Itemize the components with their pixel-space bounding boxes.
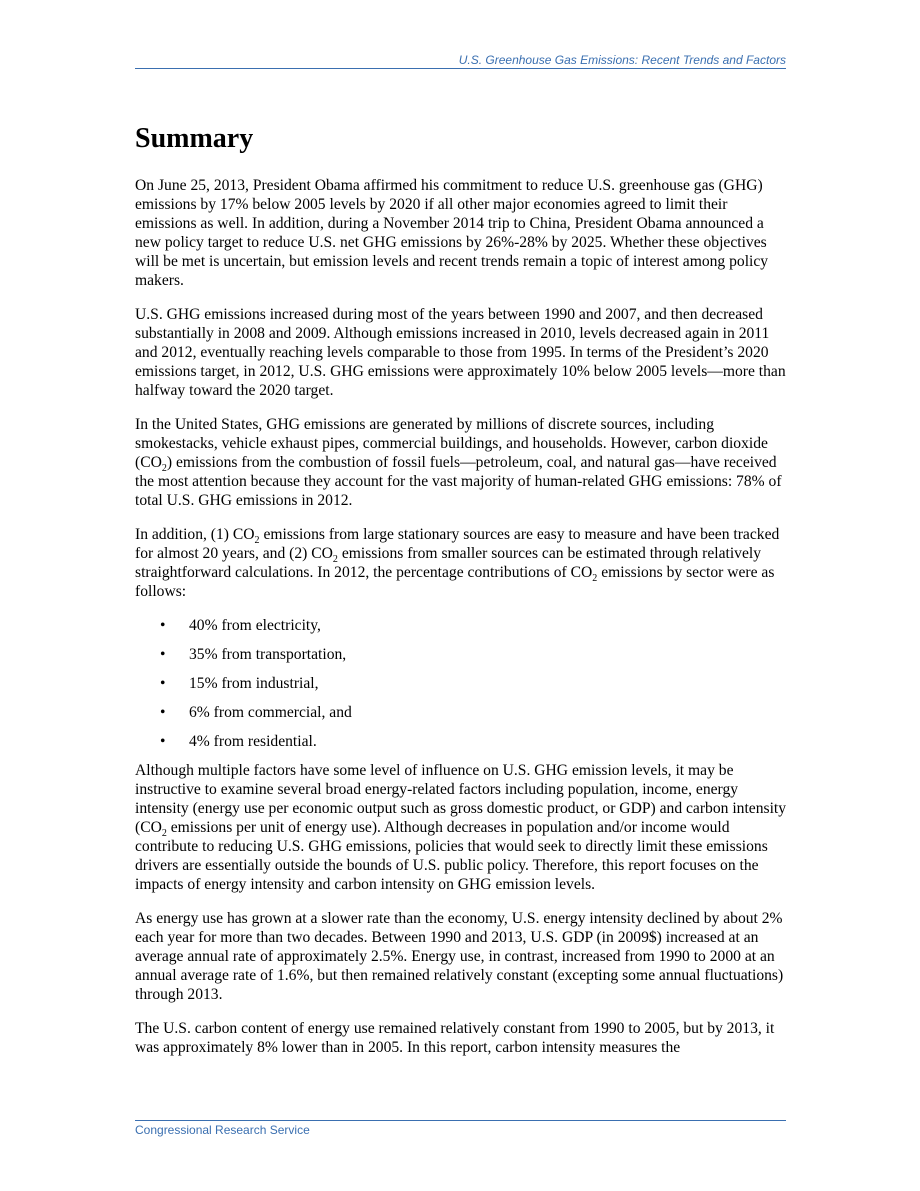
sector-bullet-list (135, 616, 787, 751)
bullet-item: • 15% from industrial, (135, 674, 787, 693)
paragraph-7: The U.S. carbon content of energy use remained relatively constant from 1990 to 2005, but by 2013, it was approximately 8% lower than in 2005. In this report, carbon intensity measures the (135, 1020, 775, 1056)
footer-publisher: Congressional Research Service (135, 1123, 310, 1137)
paragraph-1: On June 25, 2013, President Obama affirmed his commitment to reduce U.S. greenhouse gas (GHG) emissions by 17% below 2005 levels by 2020 if all other major economies agreed to limit their emissions as well. In addition, during a November 2014 trip to China, President Obama announced a new policy target to reduce U.S. net GHG emissions by 26%-28% by 2025. Whether these objectives will be met is uncertain, but emission levels and recent trends remain a topic of interest among policy makers. (135, 177, 769, 289)
bullet-item: • 40% from electricity, (135, 616, 787, 635)
bullet-item: • 35% from transportation, (135, 645, 787, 664)
paragraph-4: In addition, (1) $CO_2$ emissions from large stationary sources are easy to measure and have been tracked for almost 20 years, and (2) $CO_2$ emissions from smaller sources can be estimated through relatively straightforward calculations. In 2012, the percentage contributions of $CO_2$ emissions by sector were as follows: (135, 526, 780, 600)
footer-rule (135, 1120, 786, 1121)
paragraph-2: U.S. GHG emissions increased during most of the years between 1990 and 2007, and then decreased substantially in 2008 and 2009. Although emissions increased in 2010, levels decreased again in 2011 and 2012, eventually reaching levels comparable to those from 1995. In terms of the President’s 2020 emissions target, in 2012, U.S. GHG emissions were approximately 10% below 2005 levels—more than halfway toward the 2020 target. (135, 306, 786, 399)
paragraph-5: Although multiple factors have some level of influence on U.S. GHG emission levels, it may be instructive to examine several broad energy-related factors including population, income, energy intensity (energy use per economic output such as gross domestic product, or GDP) and carbon intensity ($CO_2$ emissions per unit of energy use). Although decreases in population and/or income would contribute to reducing U.S. GHG emissions, policies that would seek to directly limit these emissions drivers are essentially outside the bounds of U.S. public policy. Therefore, this report focuses on the impacts of energy intensity and carbon intensity on GHG emission levels. (135, 762, 787, 893)
paragraph-6: As energy use has grown at a slower rate than the economy, U.S. energy intensity declined by about 2% each year for more than two decades. Between 1990 and 2013, U.S. GDP (in 2009$) increased at an average annual rate of approximately 2.5%. Energy use, in contrast, increased from 1990 to 2000 at an annual average rate of 1.6%, but then remained relatively constant (excepting some annual fluctuations) through 2013. (135, 910, 784, 1003)
body-text (135, 176, 787, 1072)
bullet-item: • 6% from commercial, and (135, 703, 787, 722)
paragraph-3: In the United States, GHG emissions are generated by millions of discrete sources, including smokestacks, vehicle exhaust pipes, commercial buildings, and households. However, carbon dioxide $(CO_2)$ emissions from the combustion of fossil fuels—petroleum, coal, and natural gas—have received the most attention because they account for the vast majority of human-related GHG emissions: 78% of total U.S. GHG emissions in 2012. (135, 416, 782, 509)
running-header: U.S. Greenhouse Gas Emissions: Recent Trends and Factors (458, 53, 786, 67)
header-rule (135, 68, 786, 69)
section-title: Summary (135, 123, 254, 154)
bullet-item: • 4% from residential. (135, 732, 787, 751)
